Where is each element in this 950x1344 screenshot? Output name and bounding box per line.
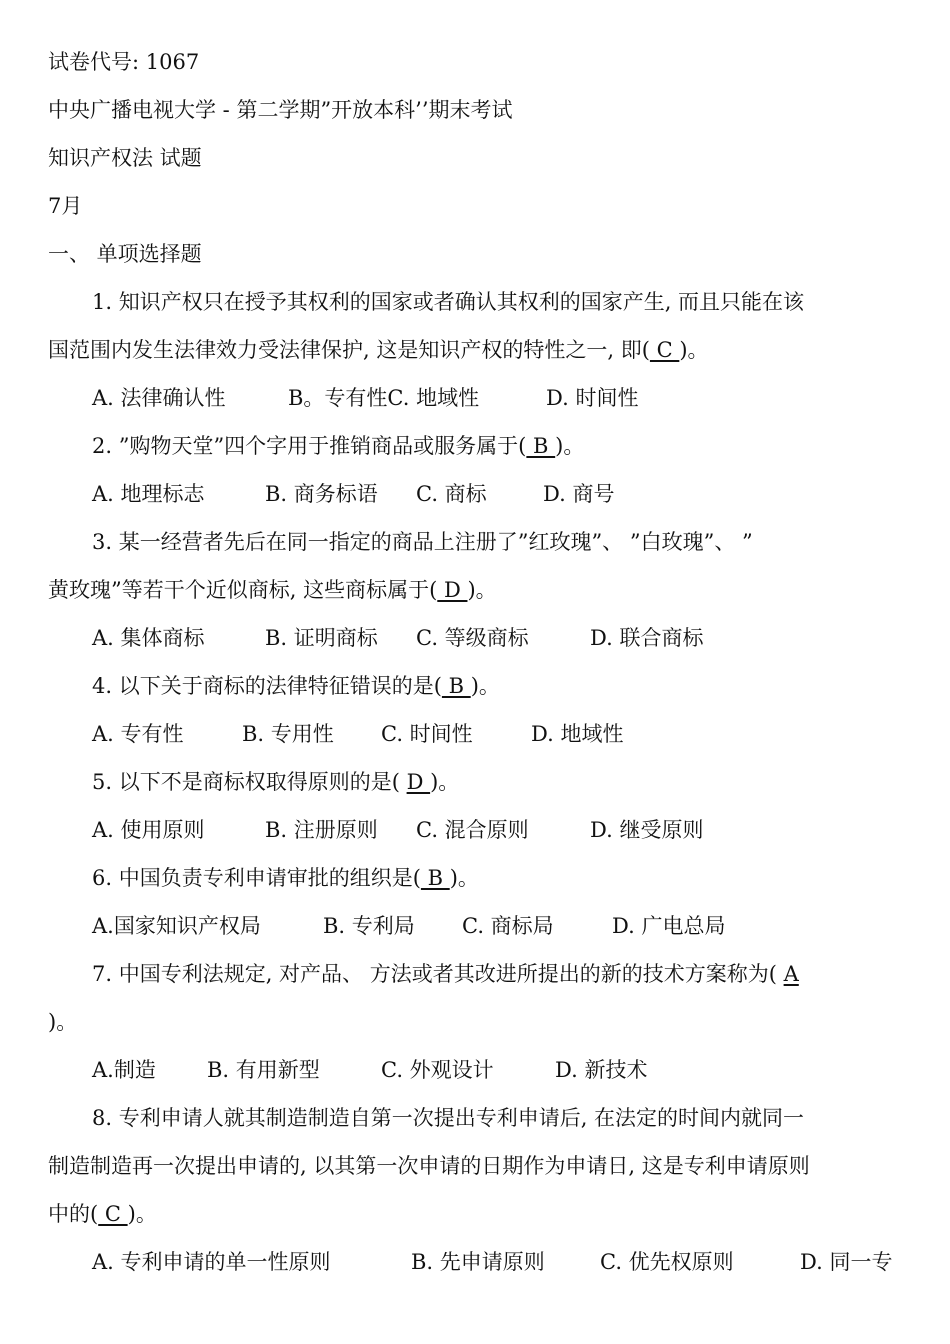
question-3-option-c: C. 等级商标 <box>416 626 529 650</box>
question-4-option-a: A. 专有性 <box>92 722 184 746</box>
question-3-answer: D <box>437 578 468 602</box>
question-7-option-d: D. 新技术 <box>555 1058 648 1082</box>
question-5-options <box>92 816 910 844</box>
question-3-option-b: B. 证明商标 <box>265 626 378 650</box>
question-5-option-d: D. 继受原则 <box>590 818 704 842</box>
question-2-option-d: D. 商号 <box>543 482 615 506</box>
question-1-option-d: D. 时间性 <box>546 386 639 410</box>
question-3-option-d: D. 联合商标 <box>590 626 704 650</box>
exam-month: 7月 <box>48 194 83 218</box>
question-2-option-a: A. 地理标志 <box>92 482 205 506</box>
question-6-option-c: C. 商标局 <box>462 914 554 938</box>
question-7-option-b: B. 有用新型 <box>207 1058 320 1082</box>
question-6-answer: B <box>420 866 450 890</box>
question-6-option-a: A.国家知识产权局 <box>92 914 261 938</box>
question-1-answer: C <box>649 338 680 362</box>
question-6-option-b: B. 专利局 <box>323 914 415 938</box>
question-7-options <box>92 1056 910 1084</box>
question-1-options <box>92 384 910 412</box>
question-5-option-b: B. 注册原则 <box>265 818 378 842</box>
question-7-line-1: 7. 中国专利法规定, 对产品、 方法或者其改进所提出的新的技术方案称为( A <box>92 962 799 986</box>
question-5-line-1: 5. 以下不是商标权取得原则的是( D )。 <box>92 770 460 794</box>
question-7-option-a: A.制造 <box>92 1058 156 1082</box>
question-2-option-b: B. 商务标语 <box>265 482 378 506</box>
question-7-line-2: )。 <box>48 1010 78 1034</box>
exam-subject: 知识产权法 试题 <box>48 146 202 170</box>
question-4-line-1: 4. 以下关于商标的法律特征错误的是( B )。 <box>92 674 500 698</box>
question-3-line-2: 黄玫瑰”等若干个近似商标, 这些商标属于( D )。 <box>48 578 497 602</box>
question-1-line-1: 1. 知识产权只在授予其权利的国家或者确认其权利的国家产生, 而且只能在该 <box>92 290 805 314</box>
question-8-line-1: 8. 专利申请人就其制造制造自第一次提出专利申请后, 在法定的时间内就同一 <box>92 1106 805 1130</box>
question-6-options <box>92 912 910 940</box>
question-1-option-a: A. 法律确认性 <box>92 386 226 410</box>
question-8-option-b: B. 先申请原则 <box>411 1250 545 1274</box>
question-8-option-c: C. 优先权原则 <box>600 1250 734 1274</box>
question-4-answer: B <box>441 674 471 698</box>
question-7-answer: A <box>783 962 799 986</box>
question-4-options <box>92 720 910 748</box>
question-4-option-d: D. 地域性 <box>531 722 624 746</box>
question-5-option-a: A. 使用原则 <box>92 818 205 842</box>
question-8-line-3: 中的( C )。 <box>48 1202 157 1226</box>
question-2-option-c: C. 商标 <box>416 482 487 506</box>
question-4-option-c: C. 时间性 <box>381 722 473 746</box>
question-1-line-2: 国范围内发生法律效力受法律保护, 这是知识产权的特性之一, 即( C )。 <box>48 338 709 362</box>
question-8-options <box>92 1248 910 1276</box>
exam-school-title: 中央广播电视大学 - 第二学期”开放本科’’期末考试 <box>48 98 513 122</box>
question-3-option-a: A. 集体商标 <box>92 626 205 650</box>
question-6-line-1: 6. 中国负责专利申请审批的组织是( B )。 <box>92 866 479 890</box>
question-5-option-c: C. 混合原则 <box>416 818 529 842</box>
question-2-options <box>92 480 910 508</box>
question-4-option-b: B. 专用性 <box>242 722 334 746</box>
exam-code: 试卷代号: 1067 <box>48 50 200 74</box>
question-7-option-c: C. 外观设计 <box>381 1058 494 1082</box>
question-3-line-1: 3. 某一经营者先后在同一指定的商品上注册了”红玫瑰”、 ”白玫瑰”、 ” <box>92 530 753 554</box>
question-8-line-2: 制造制造再一次提出申请的, 以其第一次申请的日期作为申请日, 这是专利申请原则 <box>48 1154 810 1178</box>
question-2-answer: B <box>526 434 556 458</box>
question-8-option-a: A. 专利申请的单一性原则 <box>92 1250 331 1274</box>
question-2-line-1: 2. ”购物天堂”四个字用于推销商品或服务属于( B )。 <box>92 434 585 458</box>
section-title: 一、 单项选择题 <box>48 242 202 266</box>
question-8-answer: C <box>98 1202 128 1226</box>
question-1-option-b: B。专有性C. 地域性 <box>288 386 480 410</box>
question-8-option-d: D. 同一专 <box>800 1250 893 1274</box>
question-5-answer: D <box>406 770 431 794</box>
question-6-option-d: D. 广电总局 <box>612 914 726 938</box>
question-3-options <box>92 624 910 652</box>
